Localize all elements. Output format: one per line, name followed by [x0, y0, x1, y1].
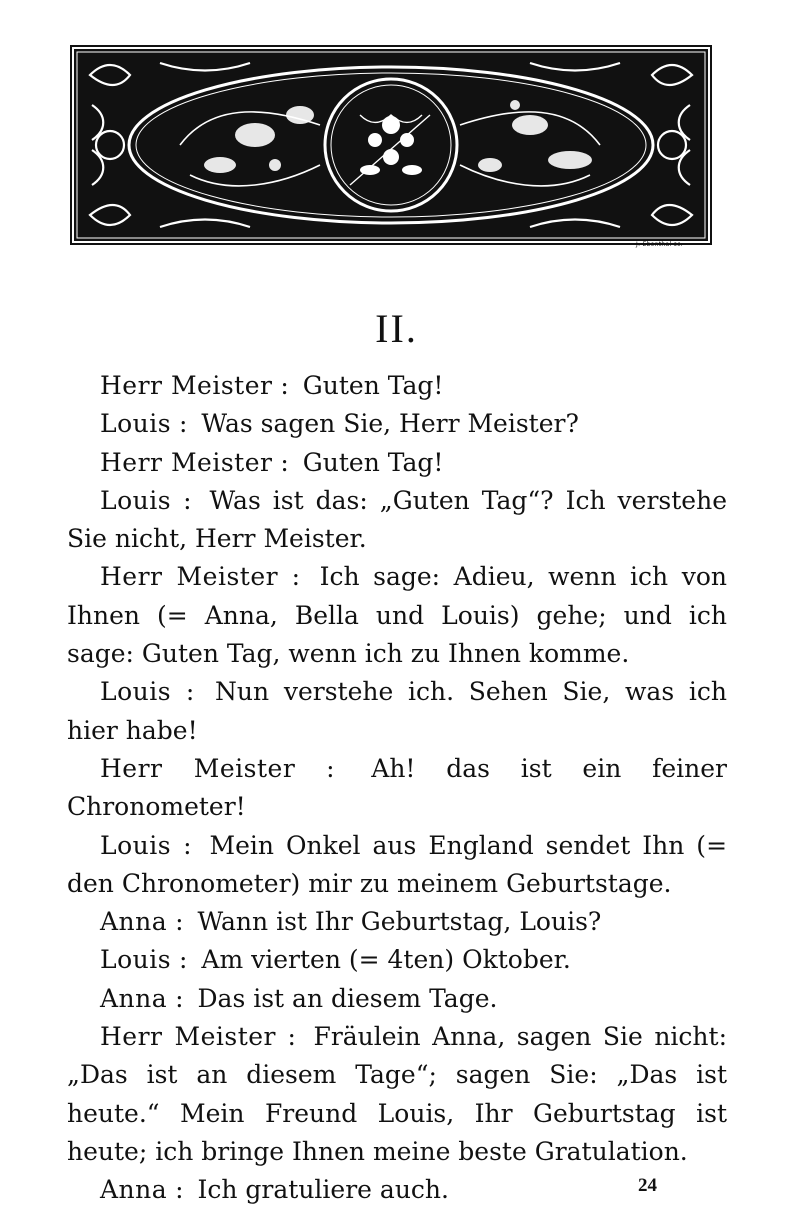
speaker-name: Louis — [100, 677, 172, 707]
speaker-separator: : — [171, 485, 192, 515]
dialogue-line — [67, 941, 727, 979]
page-number: 24 — [638, 1175, 657, 1196]
dialogue-text — [67, 367, 727, 1210]
speaker-name: Anna — [100, 983, 168, 1013]
utterance: Ich sage: Adieu, wenn ich von Ihnen (= Anna, Bella und Louis) gehe; und ich sage: Guten Tag, wenn ich zu Ihnen komme. — [67, 562, 727, 669]
speaker-separator: : — [278, 562, 301, 592]
utterance: Was ist das: „Guten Tag“? Ich verstehe Sie nicht, Herr Meister. — [67, 485, 727, 554]
speaker-name: Louis — [100, 830, 172, 860]
ornamental-header-engraving — [70, 45, 712, 245]
engraver-signature: J. Ebenthal sc. — [636, 241, 683, 248]
dialogue-line — [67, 750, 727, 827]
dialogue-line — [67, 367, 727, 405]
speaker-separator: : — [272, 371, 289, 400]
utterance: Mein Onkel aus England sendet Ihn (= den Chronometer) mir zu meinem Geburtstage. — [67, 830, 728, 898]
speaker-name: Louis — [100, 945, 172, 975]
utterance: Wann ist Ihr Geburtstag, Louis? — [197, 907, 602, 937]
utterance: Ich gratuliere auch. — [197, 1175, 449, 1205]
utterance: Am vierten (= 4ten) Oktober. — [201, 945, 571, 975]
speaker-separator: : — [295, 753, 335, 783]
speaker-name: Anna — [100, 1175, 168, 1205]
utterance: Das ist an diesem Tage. — [197, 983, 498, 1013]
speaker-name: Herr Meister — [100, 447, 273, 477]
dialogue-line — [67, 482, 727, 559]
dialogue-line — [67, 903, 727, 941]
speaker-separator: : — [167, 1175, 184, 1205]
dialogue-line — [67, 980, 727, 1018]
speaker-name: Herr Meister — [100, 753, 296, 783]
speaker-separator: : — [171, 830, 192, 860]
dialogue-line — [67, 673, 727, 750]
chapter-title: II. — [375, 306, 418, 351]
utterance: Ah! das ist ein feiner Chronometer! — [67, 753, 727, 822]
speaker-separator: : — [276, 1022, 296, 1052]
utterance: Nun verstehe ich. Sehen Sie, was ich hier habe! — [67, 677, 728, 745]
dialogue-line — [67, 444, 727, 482]
dialogue-line — [67, 827, 727, 904]
utterance: Was sagen Sie, Herr Meister? — [201, 409, 579, 439]
speaker-separator: : — [171, 677, 195, 707]
utterance: Fräulein Anna, sagen Sie nicht: „Das ist an diesem Tage“; sagen Sie: „Das ist heute.“ Mein Freund Louis, Ihr Geburtstag ist heute; ich bringe Ihnen meine beste Gratulation. — [67, 1022, 727, 1166]
speaker-name: Louis — [100, 409, 172, 439]
speaker-name: Louis — [100, 485, 172, 515]
dialogue-line — [67, 1018, 727, 1171]
speaker-separator: : — [272, 447, 289, 477]
speaker-separator: : — [171, 409, 188, 439]
speaker-name: Herr Meister — [100, 562, 279, 592]
utterance: Guten Tag! — [302, 371, 444, 400]
speaker-separator: : — [167, 983, 184, 1013]
speaker-separator: : — [167, 907, 184, 937]
dialogue-line — [67, 1171, 727, 1209]
dialogue-line — [67, 405, 727, 443]
speaker-name: Herr Meister — [100, 371, 273, 400]
speaker-name: Anna — [100, 907, 168, 937]
speaker-separator: : — [171, 945, 188, 975]
utterance: Guten Tag! — [302, 447, 444, 477]
dialogue-line — [67, 558, 727, 673]
speaker-name: Herr Meister — [100, 1022, 277, 1052]
